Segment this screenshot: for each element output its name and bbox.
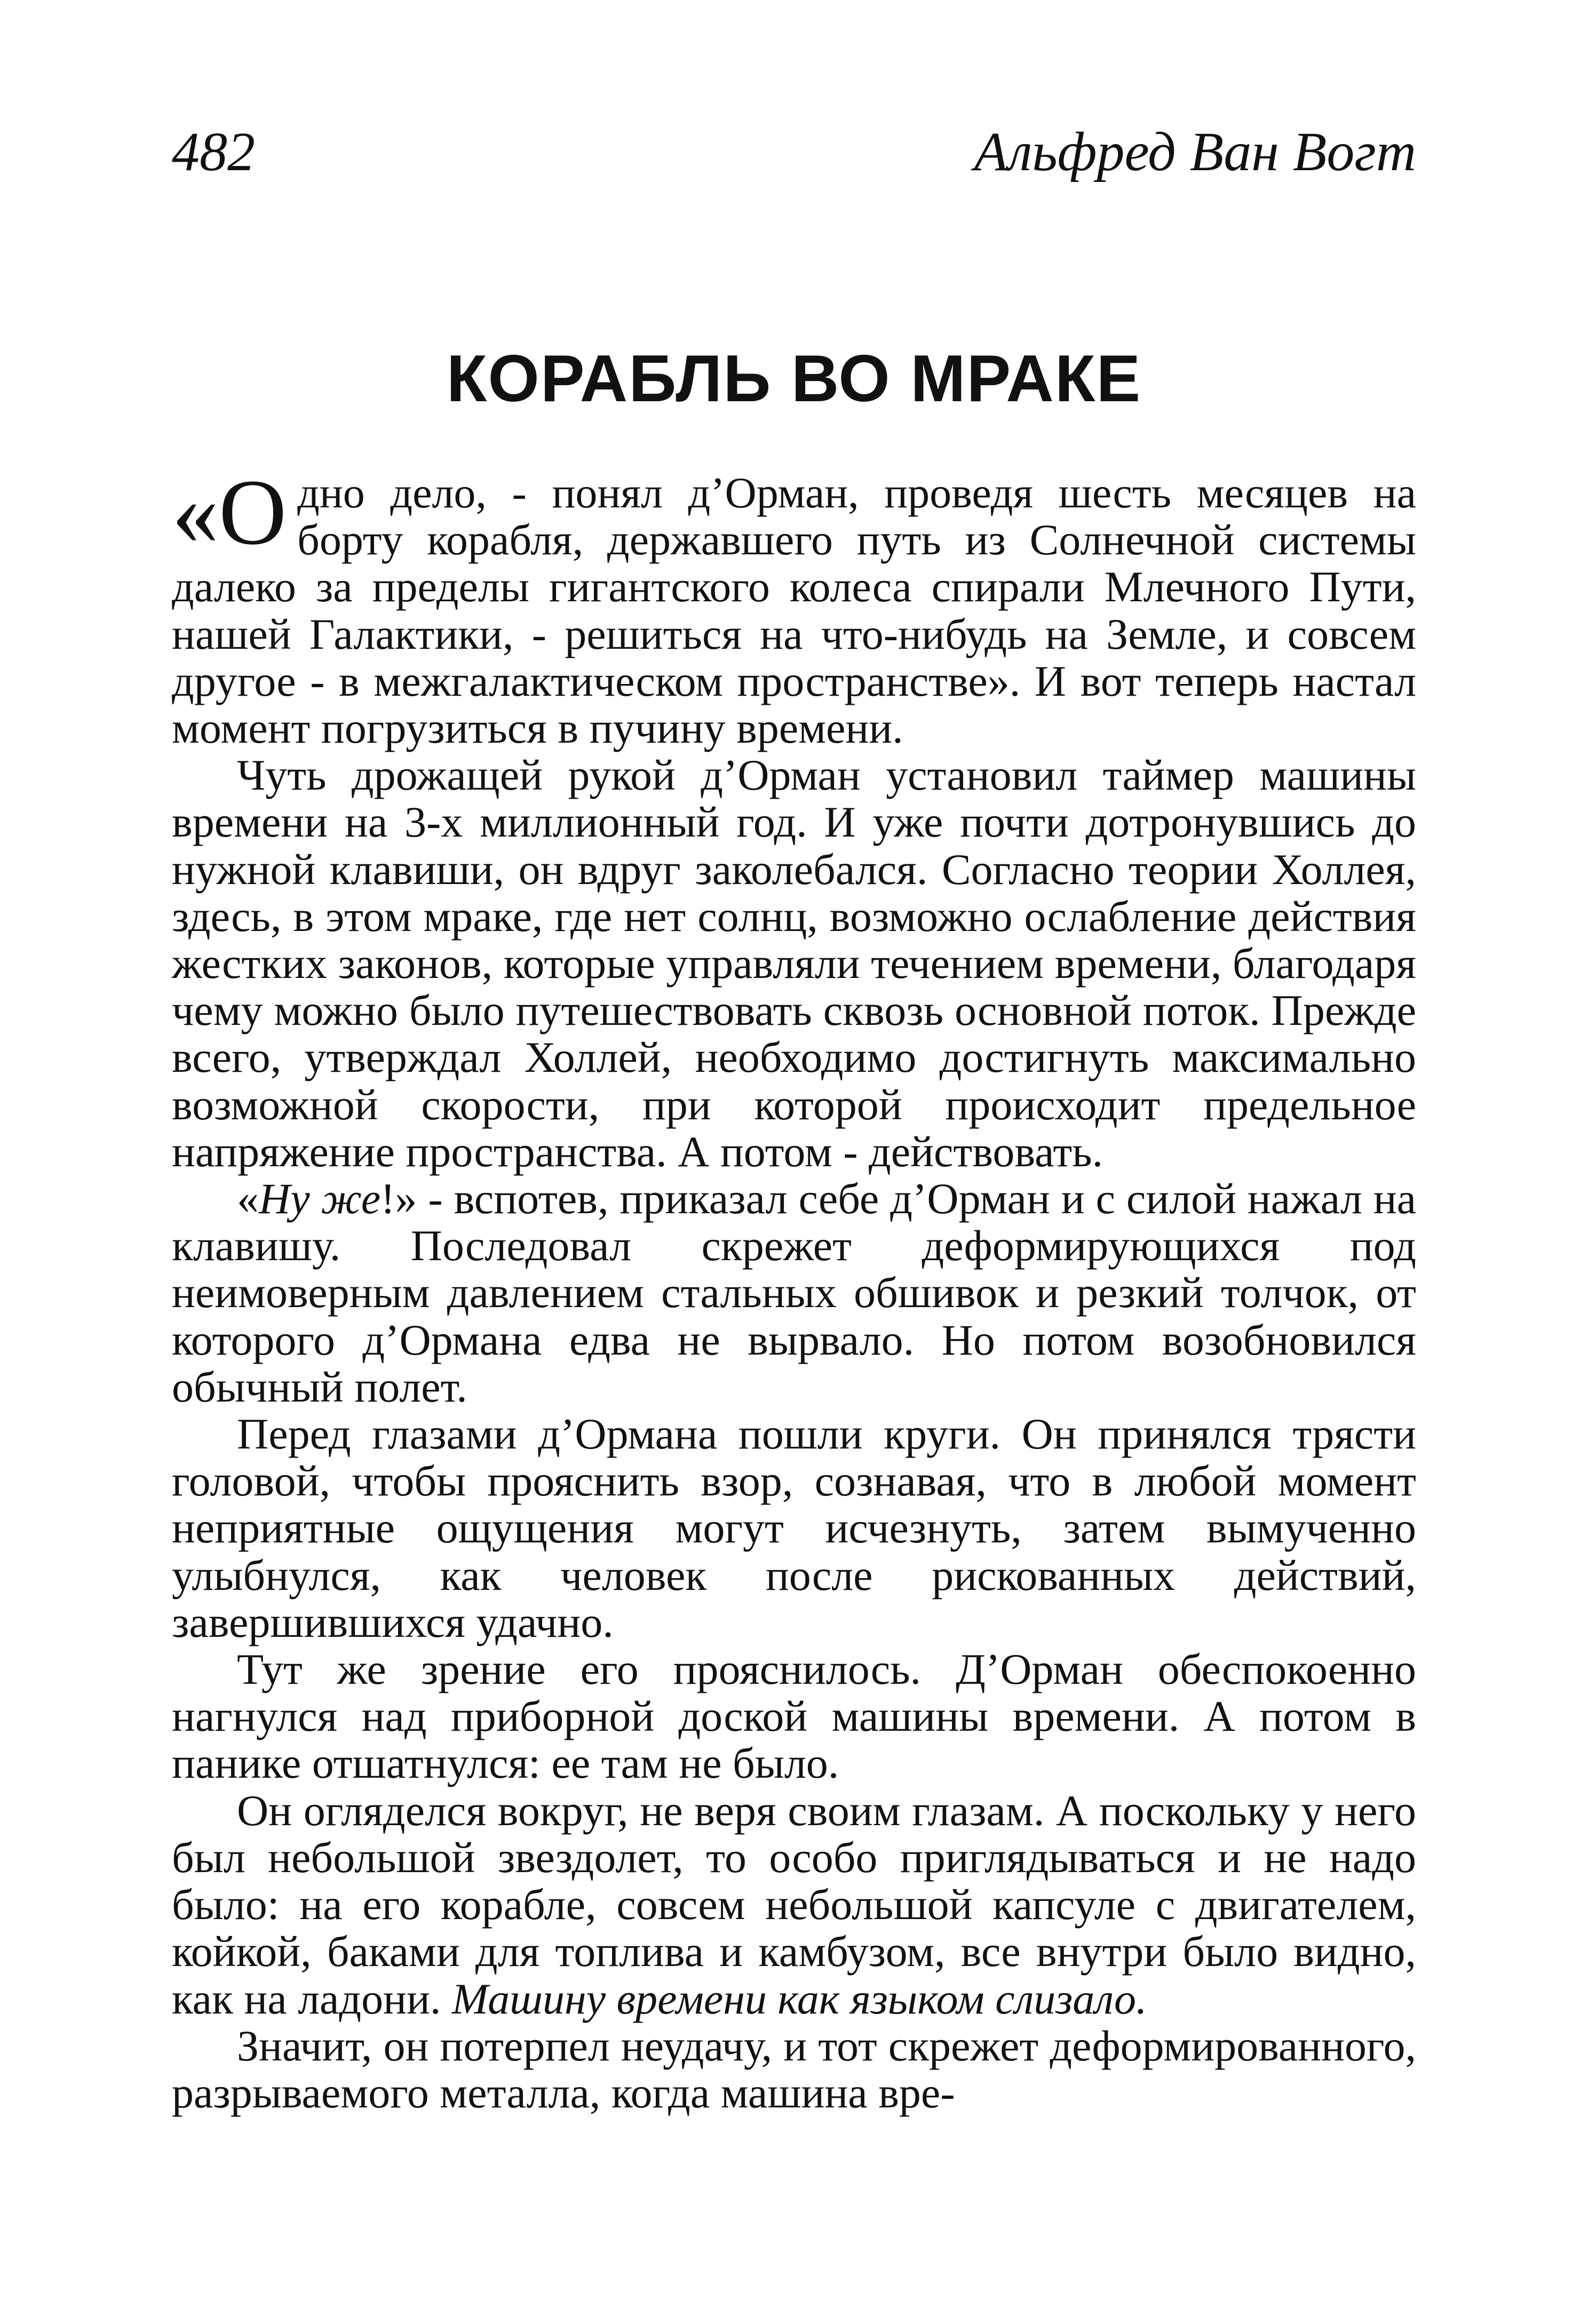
running-title: Альфред Ван Вогт (974, 121, 1416, 182)
chapter-body (172, 460, 1416, 2117)
quote-close: !» (380, 1174, 417, 1223)
paragraph-text: дно дело, - понял д’Орман, проведя шесть месяцев на борту корабля, державшего путь из Солнечной системы далеко за пределы гигантского колеса спирали Млечного Пути, нашей Галактики, - решиться на что-нибудь на Земле, и совсем другое - в межгалактическом пространстве». И вот теперь настал момент погрузиться в пучину времени. (172, 468, 1416, 753)
paragraph-text: Тут же зрение его прояснилось. Д’Орман обеспокоенно нагнулся над приборной доской машины времени. А потом в панике отшатнулся: ее там не было. (172, 1645, 1416, 1788)
chapter-title: КОРАБЛЬ ВО МРАКЕ (446, 342, 1142, 416)
paragraph-text: Перед глазами д’Ормана пошли круги. Он принялся трясти головой, чтобы прояснить взор, сознавая, что в любой момент неприятные ощущения могут исчезнуть, затем вымученно улыбнулся, как человек после рискованных действий, завершившихся удачно. (172, 1410, 1416, 1646)
italic-sentence: Машину времени как языком слизало. (451, 1974, 1147, 2023)
paragraph (172, 752, 1416, 1175)
quote-open: « (237, 1174, 259, 1223)
paragraph (172, 2023, 1416, 2116)
paragraph-text: - вспотев, приказал себе д’Орман и с силой нажал на клавишу. Последовал скрежет деформирующихся под неимоверным давлением стальных обшивок и резкий толчок, от которого д’Ормана едва не вырвало. Но потом возобновился обычный полет. (172, 1174, 1416, 1411)
paragraph-text: Чуть дрожащей рукой д’Орман установил таймер машины времени на 3-х миллионный год. И уже почти дотронувшись до нужной клавиши, он вдруг заколебался. Согласно теории Холлея, здесь, в этом мраке, где нет солнц, возможно ослабление действия жестких законов, которые управляли течением времени, благодаря чему можно было путешествовать сквозь основной поток. Прежде всего, утверждал Холлей, необходимо достигнуть максимально возможной скорости, при которой происходит предельное напряжение пространства. А потом - действовать. (172, 751, 1416, 1176)
page-header (172, 120, 1416, 184)
paragraph (172, 460, 1416, 753)
page-number: 482 (172, 121, 255, 182)
paragraph (172, 1411, 1416, 1646)
paragraph (172, 1175, 1416, 1411)
italic-exclamation: Ну же (259, 1174, 381, 1223)
drop-cap: «О (172, 460, 287, 564)
paragraph (172, 1646, 1416, 1787)
paragraph (172, 1787, 1416, 2023)
paragraph-text: Он огляделся вокруг, не веря своим глазам. А поскольку у него был небольшой звездолет, то особо приглядываться и не надо было: на его корабле, совсем небольшой капсуле с двигателем, койкой, баками для топлива и камбузом, все внутри было видно, как на ладони. (172, 1786, 1416, 2023)
paragraph-text: Значит, он потерпел неудачу, и тот скрежет деформированного, разрываемого металла, когда машина вре- (172, 2021, 1416, 2117)
